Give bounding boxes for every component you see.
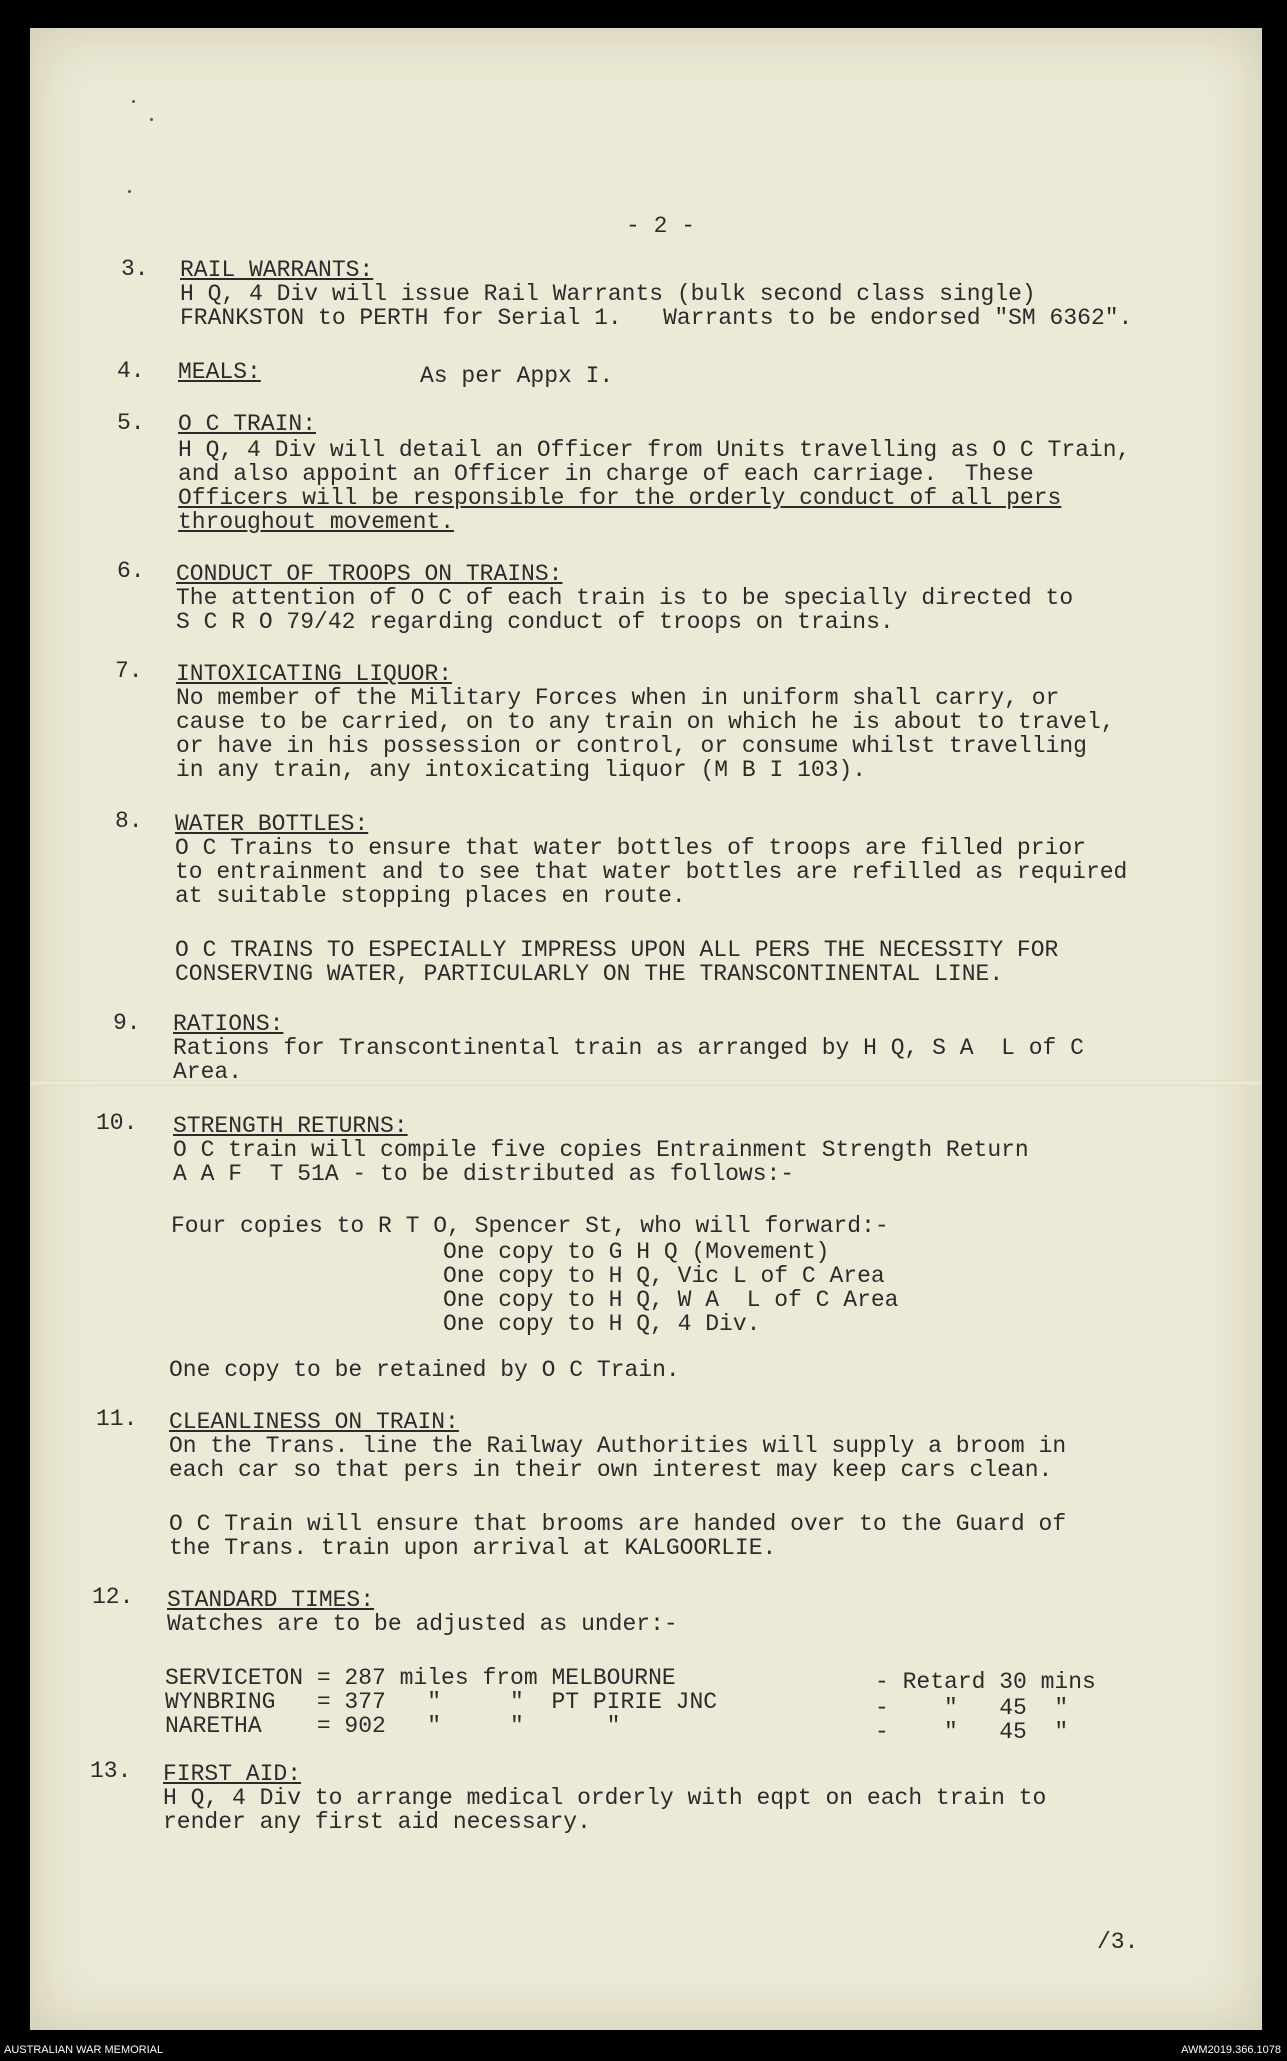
section-number: 6.	[117, 558, 145, 584]
section-line: As per Appx I.	[420, 363, 614, 389]
time-row: NARETHA = 902 " " "	[165, 1713, 621, 1739]
section-title: MEALS:	[178, 359, 261, 385]
section-line: or have in his possession or control, or consume whilst travelling	[176, 733, 1087, 759]
section-number: 8.	[115, 808, 143, 834]
footer-left: AUSTRALIAN WAR MEMORIAL	[4, 2044, 164, 2056]
section-line: S C R O 79/42 regarding conduct of troops on trains.	[176, 609, 894, 635]
section-line: A A F T 51A - to be distributed as follows:-	[173, 1161, 795, 1187]
section-line: Rations for Transcontinental train as arranged by H Q, S A L of C	[173, 1035, 1084, 1061]
page-end-mark: /3.	[1097, 1929, 1139, 1955]
copy-line: One copy to H Q, W A L of C Area	[443, 1287, 899, 1313]
section-title: CLEANLINESS ON TRAIN:	[169, 1409, 459, 1435]
copies-intro: Four copies to R T O, Spencer St, who will forward:-	[171, 1213, 889, 1239]
section-title: INTOXICATING LIQUOR:	[176, 661, 453, 687]
section-line: in any train, any intoxicating liquor (M B I 103).	[176, 757, 867, 783]
section-number: 12.	[92, 1584, 134, 1610]
section-number: 4.	[117, 358, 145, 384]
section-line: at suitable stopping places en route.	[175, 883, 686, 909]
section-line: H Q, 4 Div will issue Rail Warrants (bulk second class single)	[180, 281, 1036, 307]
section-line: The attention of O C of each train is to be specially directed to	[176, 585, 1074, 611]
section-number: 3.	[121, 256, 149, 282]
section-line: H Q, 4 Div will detail an Officer from Units travelling as O C Train,	[178, 437, 1131, 463]
page-number: - 2 -	[626, 213, 696, 239]
section-line: the Trans. train upon arrival at KALGOORLIE.	[169, 1535, 777, 1561]
section-title: STANDARD TIMES:	[167, 1587, 375, 1613]
section-number: 11.	[96, 1406, 138, 1432]
section-line: each car so that pers in their own interest may keep cars clean.	[169, 1457, 1053, 1483]
section-title: RAIL WARRANTS:	[180, 257, 374, 283]
copy-line: One copy to H Q, 4 Div.	[443, 1311, 761, 1337]
section-number: 9.	[113, 1010, 141, 1036]
copy-line: One copy to H Q, Vic L of C Area	[443, 1263, 885, 1289]
section-line: On the Trans. line the Railway Authorities will supply a broom in	[169, 1433, 1067, 1459]
time-adjust: - " 45 "	[875, 1719, 1069, 1745]
section-line: CONSERVING WATER, PARTICULARLY ON THE TRANSCONTINENTAL LINE.	[175, 961, 1004, 987]
section-line: throughout movement.	[178, 509, 455, 535]
retained-line: One copy to be retained by O C Train.	[169, 1357, 680, 1383]
time-row: WYNBRING = 377 " " PT PIRIE JNC	[165, 1689, 718, 1715]
section-number: 13.	[90, 1758, 132, 1784]
section-line: O C Trains to ensure that water bottles of troops are filled prior	[175, 835, 1086, 861]
archive-footer	[0, 2040, 1287, 2061]
section-line: O C TRAINS TO ESPECIALLY IMPRESS UPON ALL PERS THE NECESSITY FOR	[175, 937, 1059, 963]
ink-speck	[150, 118, 153, 121]
section-title: FIRST AID:	[163, 1761, 302, 1787]
section-line: O C Train will ensure that brooms are handed over to the Guard of	[169, 1511, 1067, 1537]
section-title: CONDUCT OF TROOPS ON TRAINS:	[176, 561, 563, 587]
section-title: WATER BOTTLES:	[175, 811, 369, 837]
section-line: Watches are to be adjusted as under:-	[167, 1611, 678, 1637]
section-line: H Q, 4 Div to arrange medical orderly with eqpt on each train to	[163, 1785, 1047, 1811]
section-line: FRANKSTON to PERTH for Serial 1. Warrants to be endorsed "SM 6362".	[180, 305, 1133, 331]
section-line: Officers will be responsible for the orderly conduct of all pers	[178, 485, 1062, 511]
time-adjust: - Retard 30 mins	[875, 1669, 1096, 1695]
section-number: 5.	[117, 410, 145, 436]
section-line: to entrainment and to see that water bottles are refilled as required	[175, 859, 1128, 885]
ink-speck	[128, 190, 131, 193]
copy-line: One copy to G H Q (Movement)	[443, 1239, 830, 1265]
ink-speck	[132, 100, 135, 103]
section-line: No member of the Military Forces when in uniform shall carry, or	[176, 685, 1060, 711]
section-number: 10.	[96, 1110, 138, 1136]
section-line: and also appoint an Officer in charge of each carriage. These	[178, 461, 1034, 487]
section-title: STRENGTH RETURNS:	[173, 1113, 408, 1139]
section-line: Area.	[173, 1059, 243, 1085]
section-line: cause to be carried, on to any train on which he is about to travel,	[176, 709, 1115, 735]
section-line: O C train will compile five copies Entrainment Strength Return	[173, 1137, 1029, 1163]
section-title: O C TRAIN:	[178, 411, 317, 437]
section-number: 7.	[115, 658, 143, 684]
time-adjust: - " 45 "	[875, 1695, 1069, 1721]
section-line: render any first aid necessary.	[163, 1809, 591, 1835]
section-title: RATIONS:	[173, 1011, 284, 1037]
time-row: SERVICETON = 287 miles from MELBOURNE	[165, 1665, 676, 1691]
footer-right: AWM2019.366.1078	[1181, 2044, 1281, 2056]
